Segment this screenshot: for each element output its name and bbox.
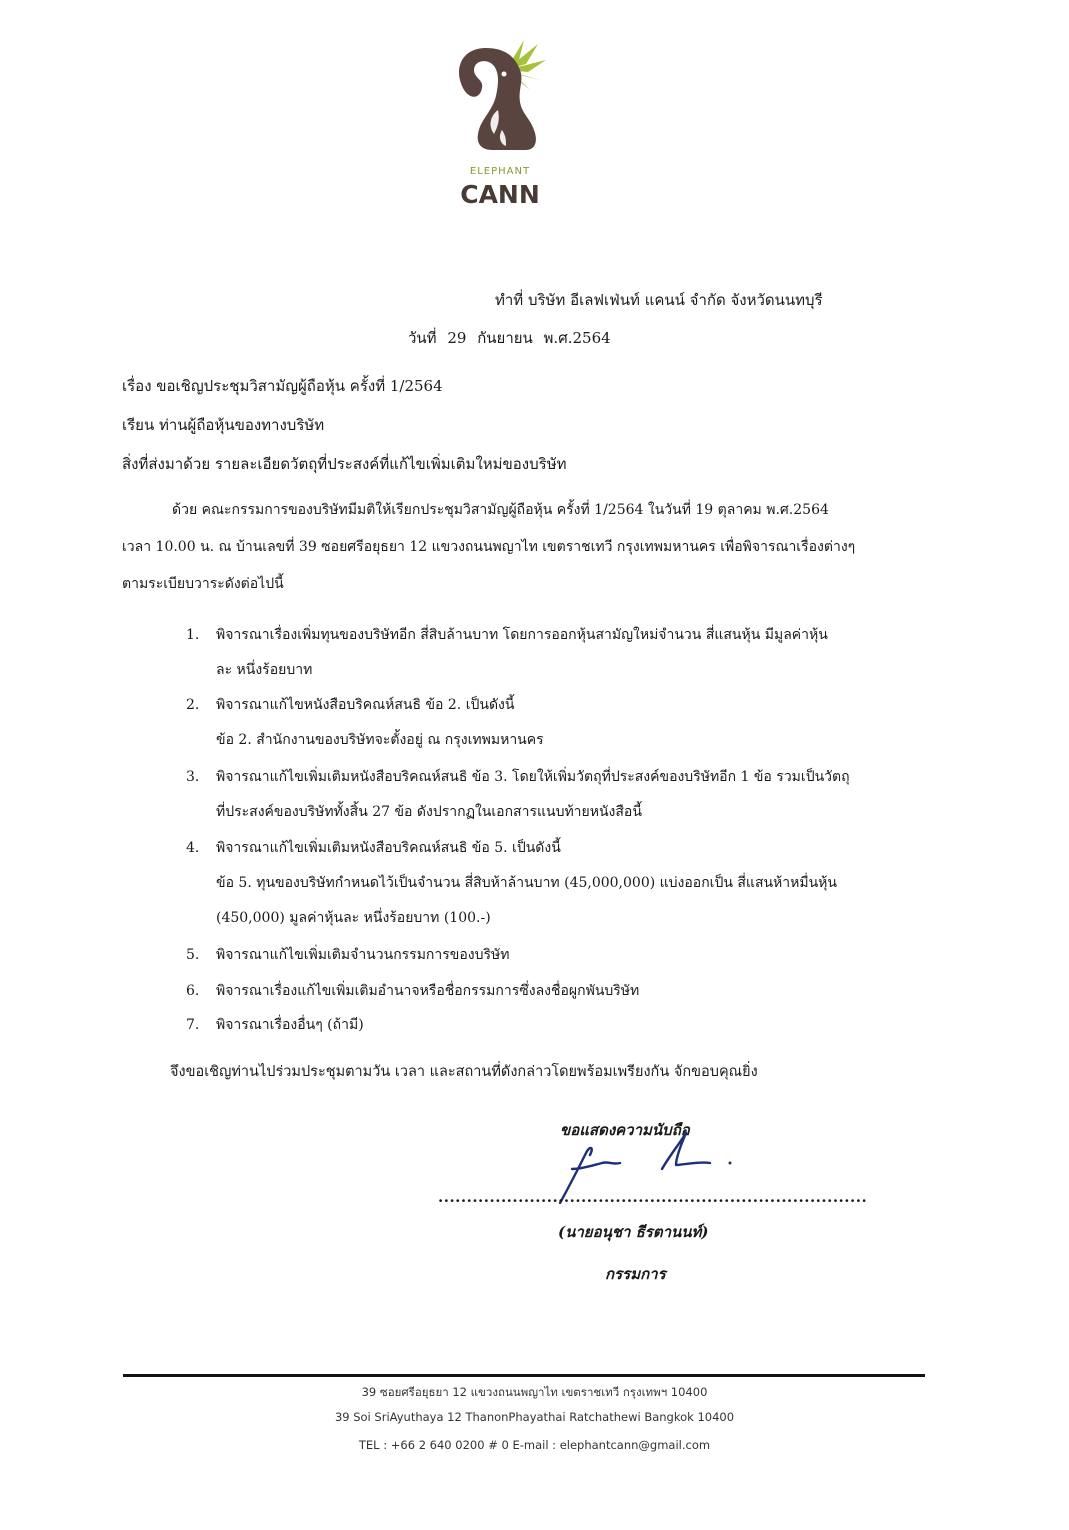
- intro-paragraph: [122, 492, 912, 603]
- agenda-item-number: 2.: [186, 697, 200, 713]
- agenda-item-text: ที่ประสงค์ของบริษัททั้งสิ้น 27 ข้อ ดังปรากฏในเอกสารแนบท้ายหนังสือนี้: [216, 804, 642, 820]
- agenda-item-number: 3.: [186, 769, 200, 785]
- footer-divider: [123, 1374, 925, 1377]
- logo-brand-main-text: CANN: [460, 180, 540, 209]
- letter-subject: เรื่อง ขอเชิญประชุมวิสามัญผู้ถือหุ้น ครั้งที่ 1/2564: [122, 377, 443, 395]
- letter-enclosure: สิ่งที่ส่งมาด้วย รายละเอียดวัตถุที่ประสงค์ที่แก้ไขเพิ่มเติมใหม่ของบริษัท: [122, 455, 567, 473]
- agenda-item-text: พิจารณาแก้ไขเพิ่มเติมหนังสือบริคณห์สนธิ ข้อ 5. เป็นดังนี้: [216, 840, 561, 856]
- footer-address-thai: 39 ซอยศรีอยุธยา 12 แขวงถนนพญาไท เขตราชเทวี กรุงเทพฯ 10400: [361, 1385, 708, 1399]
- agenda-item-text: พิจารณาเรื่องเพิ่มทุนของบริษัทอีก สี่สิบล้านบาท โดยการออกหุ้นสามัญใหม่จำนวน สี่แสนหุ้น มีมูลค่าหุ้น: [216, 627, 828, 643]
- agenda-item-text: พิจารณาแก้ไขหนังสือบริคณห์สนธิ ข้อ 2. เป็นดังนี้: [216, 697, 515, 713]
- agenda-item-number: 7.: [186, 1017, 200, 1033]
- agenda-item-number: 6.: [186, 983, 200, 999]
- elephant-logo-icon: [440, 30, 560, 165]
- agenda-item-number: 1.: [186, 627, 200, 643]
- footer-contact: TEL : +66 2 640 0200 # 0 E-mail : elephantcann@gmail.com: [358, 1438, 711, 1452]
- agenda-item: [186, 1008, 916, 1043]
- agenda-item-text: พิจารณาแก้ไขเพิ่มเติมจำนวนกรรมการของบริษัท: [216, 947, 510, 963]
- letter-place: ทำที่ บริษัท อีเลฟเฟ่นท์ แคนน์ จำกัด จังหวัดนนทบุรี: [495, 291, 823, 309]
- intro-line-2: เวลา 10.00 น. ณ บ้านเลขที่ 39 ซอยศรีอยุธยา 12 แขวงถนนพญาไท เขตราชเทวี กรุงเทพมหานคร เพื่อพิจารณาเรื่องต่างๆ: [122, 539, 856, 555]
- agenda-item: [186, 688, 916, 758]
- agenda-item: [186, 938, 916, 973]
- agenda-item-text: พิจารณาเรื่องอื่นๆ (ถ้ามี): [216, 1017, 364, 1033]
- agenda-item-text: พิจารณาแก้ไขเพิ่มเติมหนังสือบริคณห์สนธิ ข้อ 3. โดยให้เพิ่มวัตถุที่ประสงค์ของบริษัทอีก 1 ข้อ รวมเป็นวัตถุ: [216, 769, 850, 785]
- letter-recipient: เรียน ท่านผู้ถือหุ้นของทางบริษัท: [122, 416, 325, 434]
- logo-brand-top-text: ELEPHANT: [469, 166, 531, 177]
- signature-line: ...........................................................................: [438, 1188, 868, 1206]
- agenda-item-text: ละ หนึ่งร้อยบาท: [216, 662, 313, 678]
- company-logo: [440, 30, 560, 215]
- agenda-item-number: 5.: [186, 947, 200, 963]
- closing-sentence: จึงขอเชิญท่านไปร่วมประชุมตามวัน เวลา และสถานที่ดังกล่าวโดยพร้อมเพรียงกัน จักขอบคุณยิ่ง: [170, 1064, 758, 1080]
- signer-role: กรรมการ: [605, 1265, 666, 1283]
- signer-name: (นายอนุชา ธีรตานนท์): [558, 1223, 709, 1241]
- agenda-item-text: (450,000) มูลค่าหุ้นละ หนึ่งร้อยบาท (100.-): [216, 910, 491, 926]
- intro-line-1: ด้วย คณะกรรมการของบริษัทมีมติให้เรียกประชุมวิสามัญผู้ถือหุ้น ครั้งที่ 1/2564 ในวันที่ 19 ตุลาคม พ.ศ.2564: [172, 502, 829, 518]
- agenda-item-text: ข้อ 5. ทุนของบริษัทกำหนดไว้เป็นจำนวน สี่สิบห้าล้านบาท (45,000,000) แบ่งออกเป็น สี่แสนห้าหมื่นหุ้น: [216, 875, 837, 891]
- intro-line-3: ตามระเบียบวาระดังต่อไปนี้: [122, 576, 284, 592]
- agenda-item: [186, 831, 916, 936]
- footer-address-english: 39 Soi SriAyuthaya 12 ThanonPhayathai Ratchathewi Bangkok 10400: [334, 1410, 735, 1424]
- agenda-item: [186, 618, 916, 688]
- agenda-item-number: 4.: [186, 840, 200, 856]
- agenda-item-text: ข้อ 2. สำนักงานของบริษัทจะตั้งอยู่ ณ กรุงเทพมหานคร: [216, 732, 544, 748]
- agenda-item: [186, 760, 916, 830]
- agenda-item-text: พิจารณาเรื่องแก้ไขเพิ่มเติมอำนาจหรือชื่อกรรมการซึ่งลงชื่อผูกพันบริษัท: [216, 983, 640, 999]
- letter-date: วันที่ 29 กันยายน พ.ศ.2564: [408, 329, 611, 347]
- agenda-item: [186, 974, 916, 1009]
- regards-text: ขอแสดงความนับถือ: [560, 1121, 690, 1139]
